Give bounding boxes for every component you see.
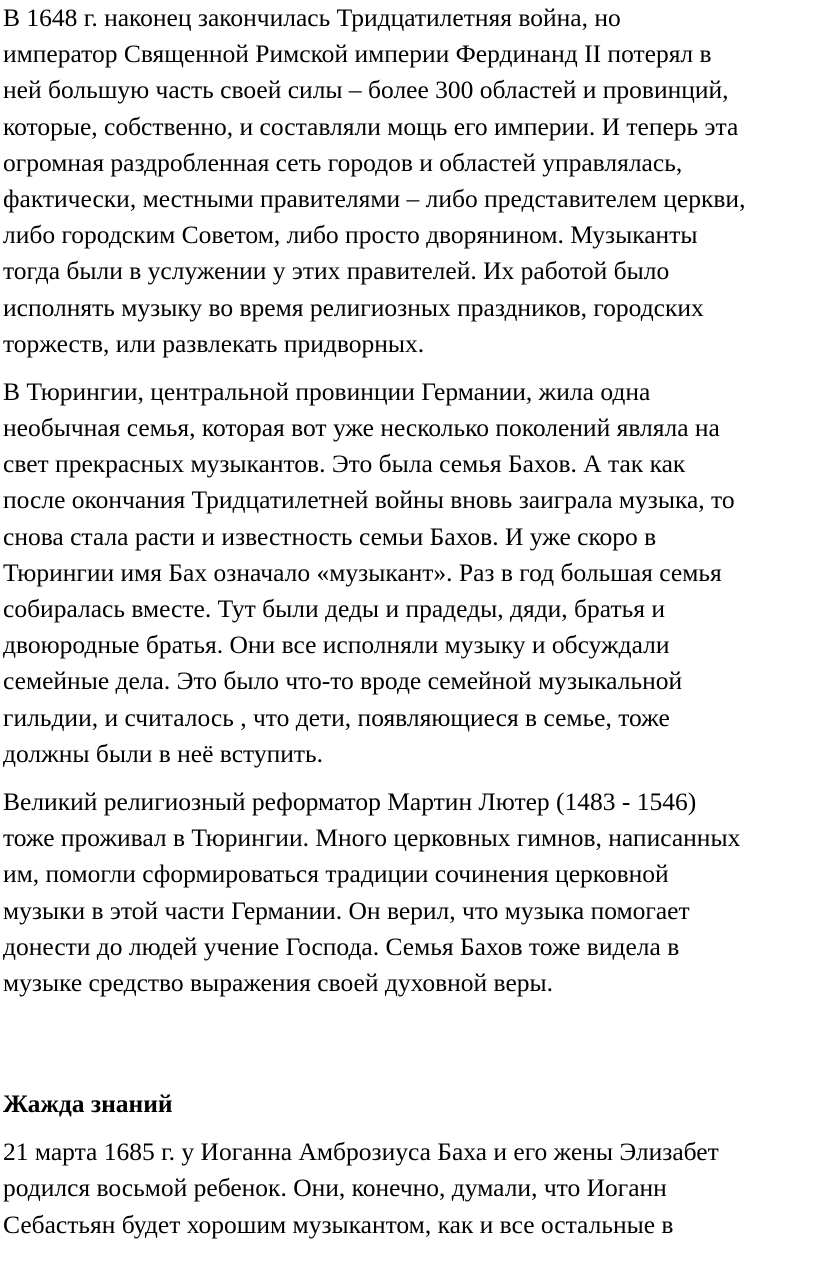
text-line: исполнять музыку во время религиозных праздников, городских xyxy=(3,292,704,322)
text-line: В Тюрингии, центральной провинции Германии, жила одна xyxy=(3,376,651,406)
text-line: которые, собственно, и составляли мощь его империи. И теперь эта xyxy=(3,111,739,141)
text-line: Себастьян будет хорошим музыкантом, как и все остальные в xyxy=(3,1209,674,1239)
text-line: 21 марта 1685 г. у Иоганна Амброзиуса Баха и его жены Элизабет xyxy=(3,1137,719,1167)
text-line: снова стала расти и известность семьи Бахов. И уже скоро в xyxy=(3,521,657,551)
paragraph-spacer xyxy=(3,1122,815,1134)
text-line: после окончания Тридцатилетней войны вновь заиграла музыка, то xyxy=(3,485,735,515)
text-line: родился восьмой ребенок. Они, конечно, думали, что Иоганн xyxy=(3,1173,667,1203)
text-line: необычная семья, которая вот уже несколько поколений являла на xyxy=(3,413,720,443)
text-line: семейные дела. Это было что-то вроде семейной музыкальной xyxy=(3,666,683,696)
text-line: музыки в этой части Германии. Он верил, что музыка помогает xyxy=(3,895,690,925)
text-line: музыке средство выражения своей духовной веры. xyxy=(3,967,554,997)
text-line: гильдии, и считалось , что дети, появляющиеся в семье, тоже xyxy=(3,702,670,732)
document-page xyxy=(3,0,815,1243)
text-line: Тюрингии имя Бах означало «музыкант». Раз в год большая семья xyxy=(3,557,722,587)
text-line: тогда были в услужении у этих правителей. Их работой было xyxy=(3,256,670,286)
text-line: собиралась вместе. Тут были деды и прадеды, дяди, братья и xyxy=(3,594,665,623)
text-line: должны были в неё вступить. xyxy=(3,738,324,768)
text-line: В 1648 г. наконец закончилась Тридцатилетняя война, но xyxy=(3,3,621,32)
paragraph-spacer xyxy=(3,362,815,374)
paragraph-birth xyxy=(3,1134,815,1243)
text-line: либо городским Советом, либо просто дворянином. Музыканты xyxy=(3,220,698,250)
text-line: ней большую часть своей силы – более 300 областей и провинций, xyxy=(3,75,729,105)
text-line: им, помогли сформироваться традиции сочинения церковной xyxy=(3,859,669,889)
text-line: тоже проживал в Тюрингии. Много церковных гимнов, написанных xyxy=(3,823,741,853)
text-line: Великий религиозный реформатор Мартин Лютер (1483 - 1546) xyxy=(3,786,697,816)
text-line: император Священной Римской империи Фердинанд II потерял в xyxy=(3,39,712,69)
paragraph-bach-family xyxy=(3,374,815,772)
section-heading: Жажда знаний xyxy=(3,1089,173,1119)
text-line: огромная раздробленная сеть городов и областей управлялась, xyxy=(3,147,683,177)
text-line: фактически, местными правителями – либо представителем церкви, xyxy=(3,183,746,213)
text-line: свет прекрасных музыкантов. Это была семья Бахов. А так как xyxy=(3,449,686,479)
text-line: торжеств, или развлекать придворных. xyxy=(3,328,425,358)
paragraph-thirty-years-war xyxy=(3,0,815,362)
text-line: двоюродные братья. Они все исполняли музыку и обсуждали xyxy=(3,630,670,660)
section-spacer xyxy=(3,1001,815,1086)
paragraph-luther xyxy=(3,784,815,1001)
paragraph-spacer xyxy=(3,772,815,784)
text-line: донести до людей учение Господа. Семья Бахов тоже видела в xyxy=(3,931,680,961)
